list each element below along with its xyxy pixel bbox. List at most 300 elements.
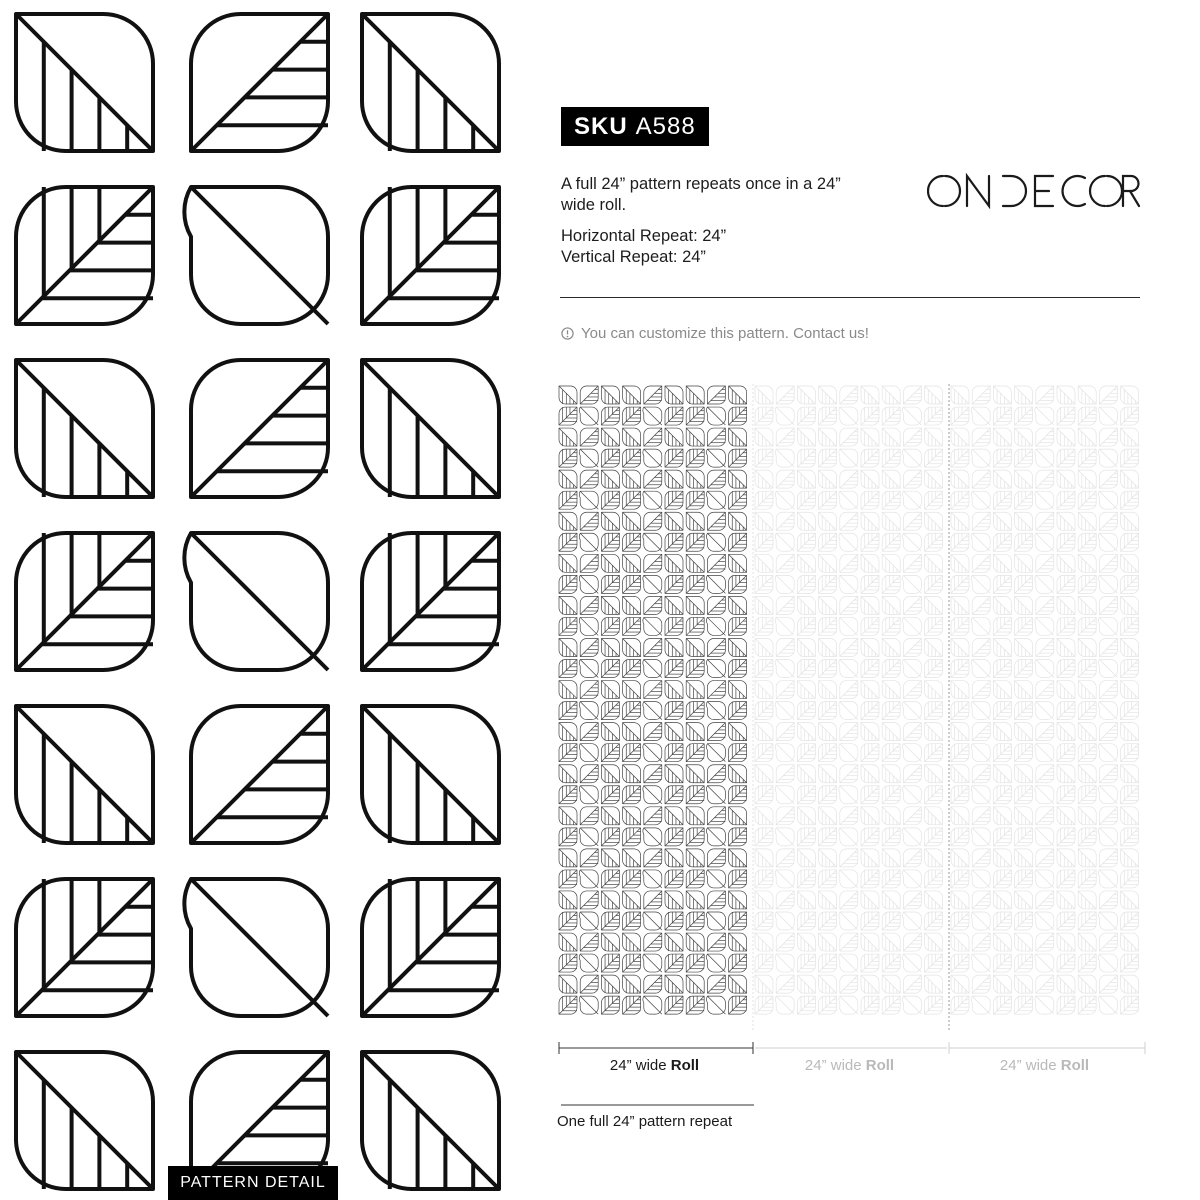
leaf-tile	[882, 491, 900, 509]
leaf-tile	[191, 360, 328, 497]
leaf-tile	[707, 891, 725, 909]
leaf-tile	[580, 849, 598, 867]
leaf-tile	[579, 828, 598, 846]
leaf-tile	[1078, 996, 1096, 1014]
leaf-tile	[1099, 554, 1117, 572]
leaf-tile	[1078, 638, 1096, 656]
leaf-tile	[993, 933, 1011, 951]
leaf-tile	[861, 554, 879, 572]
leaf-tile	[797, 681, 815, 699]
leaf-tile	[755, 660, 773, 678]
leaf-tile	[362, 706, 499, 843]
leaf-tile	[729, 386, 747, 404]
roll-label-3: 24” wide Roll	[999, 1057, 1090, 1074]
roll-preview-image	[557, 384, 1145, 1032]
leaf-tile	[623, 638, 641, 656]
leaf-tile	[840, 975, 858, 993]
leaf-tile	[840, 681, 858, 699]
leaf-tile	[1057, 681, 1075, 699]
leaf-tile	[1057, 533, 1075, 551]
leaf-tile	[861, 849, 879, 867]
leaf-tile	[1057, 386, 1075, 404]
leaf-tile	[993, 470, 1011, 488]
leaf-tile	[972, 428, 990, 446]
leaf-tile	[819, 849, 837, 867]
leaf-tile	[1036, 512, 1054, 530]
leaf-tile	[993, 849, 1011, 867]
leaf-tile	[993, 870, 1011, 888]
leaf-tile	[1057, 617, 1075, 635]
leaf-tile	[623, 996, 641, 1014]
leaf-tile	[861, 470, 879, 488]
leaf-tile	[643, 996, 662, 1014]
leaf-tile	[665, 512, 683, 530]
leaf-tile	[665, 575, 683, 593]
leaf-tile	[882, 996, 900, 1014]
leaf-tile	[729, 786, 747, 804]
leaf-tile	[755, 554, 773, 572]
leaf-tile	[1099, 491, 1118, 509]
leaf-tile	[665, 765, 683, 783]
leaf-tile	[1099, 638, 1117, 656]
leaf-tile	[559, 870, 577, 888]
leaf-tile	[797, 870, 815, 888]
leaf-tile	[623, 786, 641, 804]
leaf-tile	[1015, 996, 1033, 1014]
leaf-tile	[623, 765, 641, 783]
leaf-tile	[1035, 744, 1054, 762]
leaf-tile	[1121, 681, 1139, 699]
leaf-tile	[840, 596, 858, 614]
leaf-tile	[729, 723, 747, 741]
leaf-tile	[755, 533, 773, 551]
leaf-tile	[925, 681, 943, 699]
leaf-tile	[686, 512, 704, 530]
leaf-tile	[1036, 470, 1054, 488]
leaf-tile	[972, 807, 990, 825]
leaf-tile	[951, 744, 969, 762]
leaf-tile	[1078, 407, 1096, 425]
leaf-tile	[1099, 596, 1117, 614]
leaf-tile	[882, 765, 900, 783]
leaf-tile	[971, 449, 990, 467]
leaf-tile	[643, 744, 662, 762]
leaf-tile	[819, 660, 837, 678]
leaf-tile	[559, 638, 577, 656]
leaf-tile	[686, 975, 704, 993]
leaf-tile	[1015, 954, 1033, 972]
leaf-tile	[882, 828, 900, 846]
leaf-tile	[776, 386, 794, 404]
leaf-tile	[579, 912, 598, 930]
leaf-tile	[903, 828, 922, 846]
leaf-tile	[797, 702, 815, 720]
leaf-tile	[601, 807, 619, 825]
leaf-tile	[925, 386, 943, 404]
leaf-tile	[559, 386, 577, 404]
leaf-tile	[840, 807, 858, 825]
leaf-tile	[1035, 996, 1054, 1014]
leaf-tile	[819, 491, 837, 509]
pattern-detail-label: PATTERN DETAIL	[168, 1166, 338, 1200]
leaf-tile	[601, 449, 619, 467]
leaf-tile	[1035, 702, 1054, 720]
leaf-tile	[1121, 975, 1139, 993]
leaf-tile	[1015, 660, 1033, 678]
leaf-tile	[1099, 870, 1118, 888]
leaf-tile	[861, 575, 879, 593]
leaf-tile	[665, 912, 683, 930]
leaf-tile	[623, 449, 641, 467]
leaf-tile	[686, 617, 704, 635]
leaf-tile	[993, 828, 1011, 846]
leaf-tile	[686, 786, 704, 804]
leaf-tile	[601, 702, 619, 720]
leaf-tile	[623, 849, 641, 867]
leaf-tile	[665, 660, 683, 678]
leaf-tile	[601, 975, 619, 993]
leaf-tile	[819, 828, 837, 846]
leaf-tile	[686, 891, 704, 909]
leaf-tile	[1099, 702, 1118, 720]
leaf-tile	[1078, 723, 1096, 741]
leaf-tile	[861, 912, 879, 930]
leaf-tile	[925, 891, 943, 909]
leaf-tile	[882, 870, 900, 888]
leaf-tile	[686, 660, 704, 678]
leaf-tile	[925, 744, 943, 762]
leaf-tile	[729, 533, 747, 551]
leaf-tile	[707, 554, 725, 572]
leaf-tile	[755, 470, 773, 488]
leaf-tile	[925, 933, 943, 951]
leaf-tile	[972, 849, 990, 867]
leaf-tile	[925, 638, 943, 656]
leaf-tile	[882, 954, 900, 972]
leaf-tile	[1036, 554, 1054, 572]
leaf-tile	[971, 491, 990, 509]
leaf-tile	[643, 660, 662, 678]
leaf-tile	[601, 470, 619, 488]
leaf-tile	[903, 954, 922, 972]
leaf-tile	[601, 765, 619, 783]
leaf-tile	[644, 933, 662, 951]
leaf-tile	[1057, 638, 1075, 656]
leaf-tile	[972, 638, 990, 656]
leaf-tile	[643, 870, 662, 888]
leaf-tile	[1015, 723, 1033, 741]
leaf-tile	[16, 360, 153, 497]
leaf-tile	[1078, 533, 1096, 551]
leaf-tile	[729, 617, 747, 635]
leaf-tile	[755, 996, 773, 1014]
leaf-tile	[840, 554, 858, 572]
leaf-tile	[993, 407, 1011, 425]
leaf-tile	[644, 849, 662, 867]
leaf-tile	[839, 617, 858, 635]
leaf-tile	[1078, 807, 1096, 825]
leaf-tile	[580, 891, 598, 909]
leaf-tile	[903, 786, 922, 804]
leaf-tile	[861, 702, 879, 720]
leaf-tile	[601, 386, 619, 404]
leaf-tile	[1099, 428, 1117, 446]
leaf-tile	[882, 933, 900, 951]
horizontal-repeat: Horizontal Repeat: 24”	[561, 227, 727, 245]
leaf-tile	[623, 554, 641, 572]
leaf-tile	[16, 879, 153, 1016]
leaf-tile	[579, 870, 598, 888]
leaf-tile	[601, 744, 619, 762]
leaf-tile	[1057, 702, 1075, 720]
leaf-tile	[559, 933, 577, 951]
leaf-tile	[819, 407, 837, 425]
leaf-tile	[643, 912, 662, 930]
leaf-tile	[1036, 681, 1054, 699]
leaf-tile	[1078, 891, 1096, 909]
leaf-tile	[601, 533, 619, 551]
leaf-tile	[665, 491, 683, 509]
leaf-tile	[665, 828, 683, 846]
customize-contact-link[interactable]	[561, 325, 869, 342]
leaf-tile	[925, 533, 943, 551]
leaf-tile	[840, 386, 858, 404]
leaf-tile	[686, 996, 704, 1014]
leaf-tile	[951, 828, 969, 846]
leaf-tile	[882, 786, 900, 804]
leaf-tile	[580, 765, 598, 783]
leaf-tile	[191, 14, 328, 151]
leaf-tile	[1015, 596, 1033, 614]
leaf-tile	[686, 870, 704, 888]
leaf-tile	[16, 706, 153, 843]
leaf-tile	[559, 744, 577, 762]
leaf-tile	[623, 428, 641, 446]
leaf-tile	[993, 596, 1011, 614]
leaf-tile	[601, 660, 619, 678]
leaf-tile	[1057, 891, 1075, 909]
leaf-tile	[707, 828, 726, 846]
leaf-tile	[559, 681, 577, 699]
leaf-tile	[1078, 870, 1096, 888]
leaf-tile	[951, 807, 969, 825]
leaf-tile	[623, 386, 641, 404]
leaf-tile	[1078, 596, 1096, 614]
leaf-tile	[797, 786, 815, 804]
leaf-tile	[1121, 702, 1139, 720]
leaf-tile	[1036, 891, 1054, 909]
leaf-tile	[1121, 765, 1139, 783]
leaf-tile	[1036, 723, 1054, 741]
leaf-tile	[971, 660, 990, 678]
leaf-tile	[1036, 849, 1054, 867]
leaf-tile	[579, 533, 598, 551]
leaf-tile	[665, 428, 683, 446]
leaf-tile	[686, 386, 704, 404]
leaf-tile	[861, 512, 879, 530]
leaf-tile	[707, 765, 725, 783]
leaf-tile	[643, 449, 662, 467]
leaf-tile	[951, 660, 969, 678]
leaf-tile	[861, 660, 879, 678]
leaf-tile	[665, 996, 683, 1014]
leaf-tile	[580, 638, 598, 656]
leaf-tile	[665, 933, 683, 951]
leaf-tile	[362, 360, 499, 497]
leaf-tile	[665, 533, 683, 551]
leaf-tile	[797, 954, 815, 972]
leaf-tile	[707, 996, 726, 1014]
leaf-tile	[580, 596, 598, 614]
leaf-tile	[1121, 386, 1139, 404]
leaf-tile	[993, 765, 1011, 783]
leaf-tile	[839, 533, 858, 551]
pattern-repeat-line	[560, 1101, 755, 1109]
roll-label-1: 24” wide Roll	[609, 1057, 700, 1074]
leaf-tile	[951, 596, 969, 614]
leaf-tile	[861, 596, 879, 614]
leaf-tile	[1015, 470, 1033, 488]
leaf-tile	[971, 617, 990, 635]
leaf-tile	[1015, 533, 1033, 551]
leaf-tile	[882, 912, 900, 930]
leaf-tile	[993, 996, 1011, 1014]
leaf-tile	[1057, 807, 1075, 825]
leaf-tile	[1078, 849, 1096, 867]
leaf-tile	[971, 870, 990, 888]
leaf-tile	[903, 765, 921, 783]
leaf-tile	[665, 786, 683, 804]
leaf-tile	[972, 765, 990, 783]
leaf-tile	[797, 849, 815, 867]
leaf-tile	[1121, 996, 1139, 1014]
leaf-tile	[1035, 407, 1054, 425]
leaf-tile	[1099, 828, 1118, 846]
leaf-tile	[601, 912, 619, 930]
leaf-tile	[1015, 975, 1033, 993]
leaf-tile	[1078, 554, 1096, 572]
leaf-tile	[1121, 786, 1139, 804]
leaf-tile	[665, 554, 683, 572]
leaf-tile	[755, 744, 773, 762]
leaf-tile	[839, 954, 858, 972]
leaf-tile	[1057, 428, 1075, 446]
leaf-tile	[559, 660, 577, 678]
leaf-tile	[1015, 828, 1033, 846]
leaf-tile	[755, 828, 773, 846]
leaf-tile	[707, 807, 725, 825]
leaf-tile	[1035, 828, 1054, 846]
leaf-tile	[882, 596, 900, 614]
leaf-tile	[797, 470, 815, 488]
leaf-tile	[903, 596, 921, 614]
leaf-tile	[665, 407, 683, 425]
sku-value: A588	[635, 112, 696, 140]
leaf-tile	[861, 491, 879, 509]
leaf-tile	[1121, 533, 1139, 551]
leaf-tile	[623, 891, 641, 909]
leaf-tile	[797, 554, 815, 572]
leaf-tile	[797, 807, 815, 825]
leaf-tile	[1121, 891, 1139, 909]
leaf-tile	[729, 996, 747, 1014]
leaf-tile	[1099, 807, 1117, 825]
leaf-tile	[601, 638, 619, 656]
leaf-tile	[1015, 870, 1033, 888]
leaf-tile	[1121, 617, 1139, 635]
leaf-tile	[1015, 807, 1033, 825]
leaf-tile	[972, 512, 990, 530]
leaf-tile	[601, 996, 619, 1014]
leaf-tile	[861, 428, 879, 446]
leaf-tile	[1099, 954, 1118, 972]
leaf-tile	[1035, 575, 1054, 593]
leaf-tile	[665, 723, 683, 741]
leaf-tile	[776, 470, 794, 488]
leaf-tile	[1078, 681, 1096, 699]
leaf-tile	[972, 470, 990, 488]
leaf-tile	[839, 912, 858, 930]
leaf-tile	[861, 723, 879, 741]
leaf-tile	[707, 870, 726, 888]
leaf-tile	[1015, 491, 1033, 509]
leaf-tile	[755, 912, 773, 930]
leaf-tile	[903, 449, 922, 467]
leaf-tile	[797, 933, 815, 951]
leaf-tile	[559, 512, 577, 530]
leaf-tile	[644, 765, 662, 783]
leaf-tile	[755, 512, 773, 530]
pattern-detail-panel	[0, 0, 520, 1200]
leaf-tile	[903, 849, 921, 867]
leaf-tile	[707, 533, 726, 551]
leaf-tile	[882, 428, 900, 446]
leaf-tile	[1121, 428, 1139, 446]
leaf-tile	[1015, 681, 1033, 699]
vertical-repeat: Vertical Repeat: 24”	[561, 248, 706, 266]
leaf-tile	[580, 681, 598, 699]
leaf-tile	[1078, 912, 1096, 930]
leaf-tile	[903, 660, 922, 678]
leaf-tile	[776, 891, 794, 909]
leaf-tile	[729, 449, 747, 467]
leaf-tile	[972, 596, 990, 614]
leaf-tile	[903, 891, 921, 909]
leaf-tile	[776, 933, 794, 951]
leaf-tile	[643, 702, 662, 720]
leaf-tile	[951, 428, 969, 446]
leaf-tile	[579, 449, 598, 467]
leaf-tile	[729, 933, 747, 951]
leaf-tile	[1078, 428, 1096, 446]
leaf-tile	[579, 660, 598, 678]
leaf-tile	[601, 428, 619, 446]
leaf-tile	[1121, 954, 1139, 972]
leaf-tile	[755, 891, 773, 909]
leaf-tile	[579, 491, 598, 509]
leaf-tile	[797, 617, 815, 635]
leaf-tile	[1036, 638, 1054, 656]
leaf-tile	[903, 744, 922, 762]
leaf-tile	[1099, 470, 1117, 488]
leaf-tile	[1121, 470, 1139, 488]
leaf-tile	[861, 533, 879, 551]
leaf-tile	[623, 807, 641, 825]
leaf-tile	[882, 386, 900, 404]
leaf-tile	[1015, 849, 1033, 867]
leaf-tile	[775, 449, 794, 467]
leaf-tile	[951, 575, 969, 593]
